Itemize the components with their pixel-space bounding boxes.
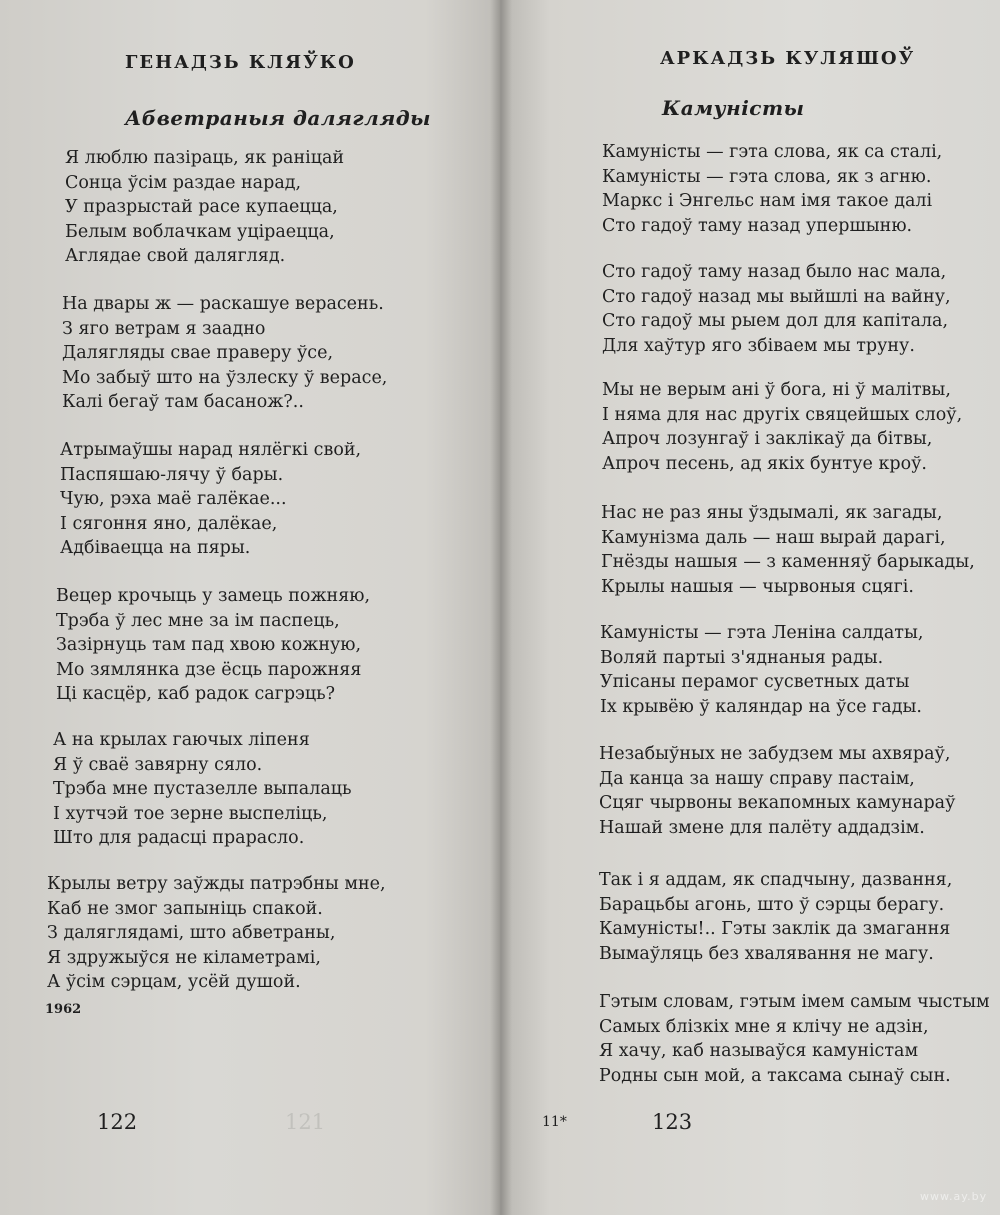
stanza [601, 501, 975, 599]
poem-line: Чую, рэха маё галёкае... [60, 489, 287, 509]
poem-title: Абветраныя далягляды [125, 106, 431, 130]
poem-line: Сцяг чырвоны векапомных камунараў [599, 793, 956, 813]
bleed-through-page-number: 121 [285, 1110, 326, 1134]
poem-line: Камунізма даль — наш вырай дарагі, [601, 527, 946, 548]
watermark: www.ay.by [920, 1190, 988, 1203]
poem-line: Трэба ў лес мне за ім паспець, [56, 610, 340, 631]
poem-line: Мо забыў што на ўзлеску ў верасе, [62, 367, 388, 388]
poem-line: Далягляды свае праверу ўсе, [62, 343, 334, 363]
poem-line: З даляглядамі, што абветраны, [47, 923, 336, 943]
poem-line: З яго ветрам я заадно [62, 318, 266, 339]
poem-line: Сто гадоў назад мы выйшлі на вайну, [602, 286, 951, 307]
poem-line: Што для радасці прарасло. [53, 828, 305, 848]
poem-line: Калі бегаў там басанож?.. [62, 392, 304, 412]
poem-line: Я здружыўся не кіламетрамі, [47, 947, 321, 968]
stanza [599, 868, 952, 966]
poem-line: Я люблю пазіраць, як раніцай [65, 148, 345, 168]
poem-line: Іх крывёю ў каляндар на ўсе гады. [600, 696, 922, 717]
poem-line: І няма для нас другіх свяцейшых слоў, [602, 404, 963, 425]
poem-line: Да канца за нашу справу пастаім, [599, 768, 915, 789]
stanza [602, 140, 942, 238]
right-page [500, 0, 1000, 1215]
stanza [60, 438, 361, 561]
poem-line: Сонца ўсім раздае нарад, [65, 172, 302, 193]
poem-line: Камуністы — гэта слова, як з агню. [602, 166, 932, 187]
stanza [47, 872, 386, 995]
poem-line: Сто гадоў таму назад упершыню. [602, 215, 913, 236]
poem-line: Воляй партыі з'яднаныя рады. [600, 647, 884, 668]
poem-line: Камуністы — гэта Леніна салдаты, [600, 623, 924, 643]
poem-line: Сто гадоў мы рыем дол для капітала, [602, 311, 949, 331]
poem-line: Для хаўтур яго збіваем мы труну. [602, 335, 915, 356]
poem-line: Камуністы — гэта слова, як са сталі, [602, 142, 943, 162]
book-spine-shadow [490, 0, 512, 1215]
poem-line: Упісаны перамог сусветных даты [600, 672, 910, 692]
poem-line: Апроч лозунгаў і заклікаў да бітвы, [602, 429, 933, 449]
poem-line: Сто гадоў таму назад было нас мала, [602, 262, 947, 282]
poem-date: 1962 [45, 1002, 82, 1017]
poem-line: Апроч песень, ад якіх бунтуе кроў. [602, 453, 927, 474]
poem-line: Адбіваецца на пяры. [60, 538, 251, 558]
poem-line: Мо зямлянка дзе ёсць парожняя [56, 659, 362, 680]
poem-line: Крылы ветру заўжды патрэбны мне, [47, 874, 386, 894]
poem-line: Самых блізкіх мне я клічу не адзін, [599, 1016, 929, 1037]
poem-line: Так і я аддам, як спадчыну, дазвання, [599, 870, 953, 890]
poem-line: На двары ж — раскашуе верасень. [62, 294, 384, 314]
poem-line: Я хачу, каб называўся камуністам [599, 1041, 919, 1061]
poem-line: У празрыстай расе купаецца, [65, 197, 338, 217]
poem-line: Незабыўных не забудзем мы ахвяраў, [599, 744, 951, 764]
poem-line: А на крылах гаючых ліпеня [53, 730, 310, 750]
poem-line: Вымаўляць без хвалявання не магу. [599, 943, 934, 964]
poem-line: Я ў сваё завярну сяло. [53, 754, 263, 775]
stanza [65, 146, 344, 269]
poem-line: Родны сын мой, а таксама сынаў сын. [599, 1065, 951, 1086]
poem-line: Гэтым словам, гэтым імем самым чыстым [599, 992, 990, 1012]
poem-line: Аглядае свой далягляд. [65, 246, 286, 266]
poem-line: Трэба мне пустазелле выпалаць [53, 779, 352, 799]
poem-line: Крылы нашыя — чырвоныя сцягі. [601, 576, 914, 597]
poem-line: А ўсім сэрцам, усёй душой. [47, 972, 301, 992]
poem-line: Зазірнуць там пад хвою кожную, [56, 635, 362, 655]
author-heading: ГЕНАДЗЬ КЛЯЎКО [125, 52, 356, 73]
stanza [600, 621, 923, 719]
poem-line: Каб не змог запыніць спакой. [47, 898, 323, 919]
page-number: 122 [97, 1110, 138, 1134]
poem-line: Атрымаўшы нарад нялёгкі свой, [60, 440, 362, 460]
signature-mark: 11* [542, 1114, 567, 1130]
poem-line: Нас не раз яны ўздымалі, як загады, [601, 503, 943, 523]
poem-line: Ці касцёр, каб радок сагрэць? [56, 684, 336, 704]
poem-title: Камуністы [662, 96, 805, 120]
poem-line: І хутчэй тое зерне выспеліць, [53, 803, 328, 824]
poem-line: Камуністы!.. Гэты заклік да змагання [599, 919, 951, 939]
poem-line: І сягоння яно, далёкае, [60, 513, 278, 534]
poem-line: Нашай змене для палёту аддадзім. [599, 817, 925, 838]
stanza [602, 260, 951, 358]
poem-line: Вецер крочыць у замець пожняю, [56, 586, 371, 606]
stanza [56, 584, 370, 707]
poem-line: Маркс і Энгельс нам імя такое далі [602, 191, 933, 211]
stanza [62, 292, 387, 415]
poem-line: Белым воблачкам уціраецца, [65, 221, 335, 242]
poem-line: Барацьбы агонь, што ў сэрцы берагу. [599, 894, 945, 915]
author-heading: АРКАДЗЬ КУЛЯШОЎ [660, 48, 916, 69]
stanza [599, 990, 990, 1088]
poem-line: Гнёзды нашыя — з каменняў барыкады, [601, 552, 975, 572]
poem-line: Мы не верым ані ў бога, ні ў малітвы, [602, 380, 951, 400]
stanza [599, 742, 955, 840]
poem-line: Паспяшаю-лячу ў бары. [60, 464, 284, 485]
stanza [602, 378, 962, 476]
stanza [53, 728, 352, 851]
page-number: 123 [652, 1110, 693, 1134]
